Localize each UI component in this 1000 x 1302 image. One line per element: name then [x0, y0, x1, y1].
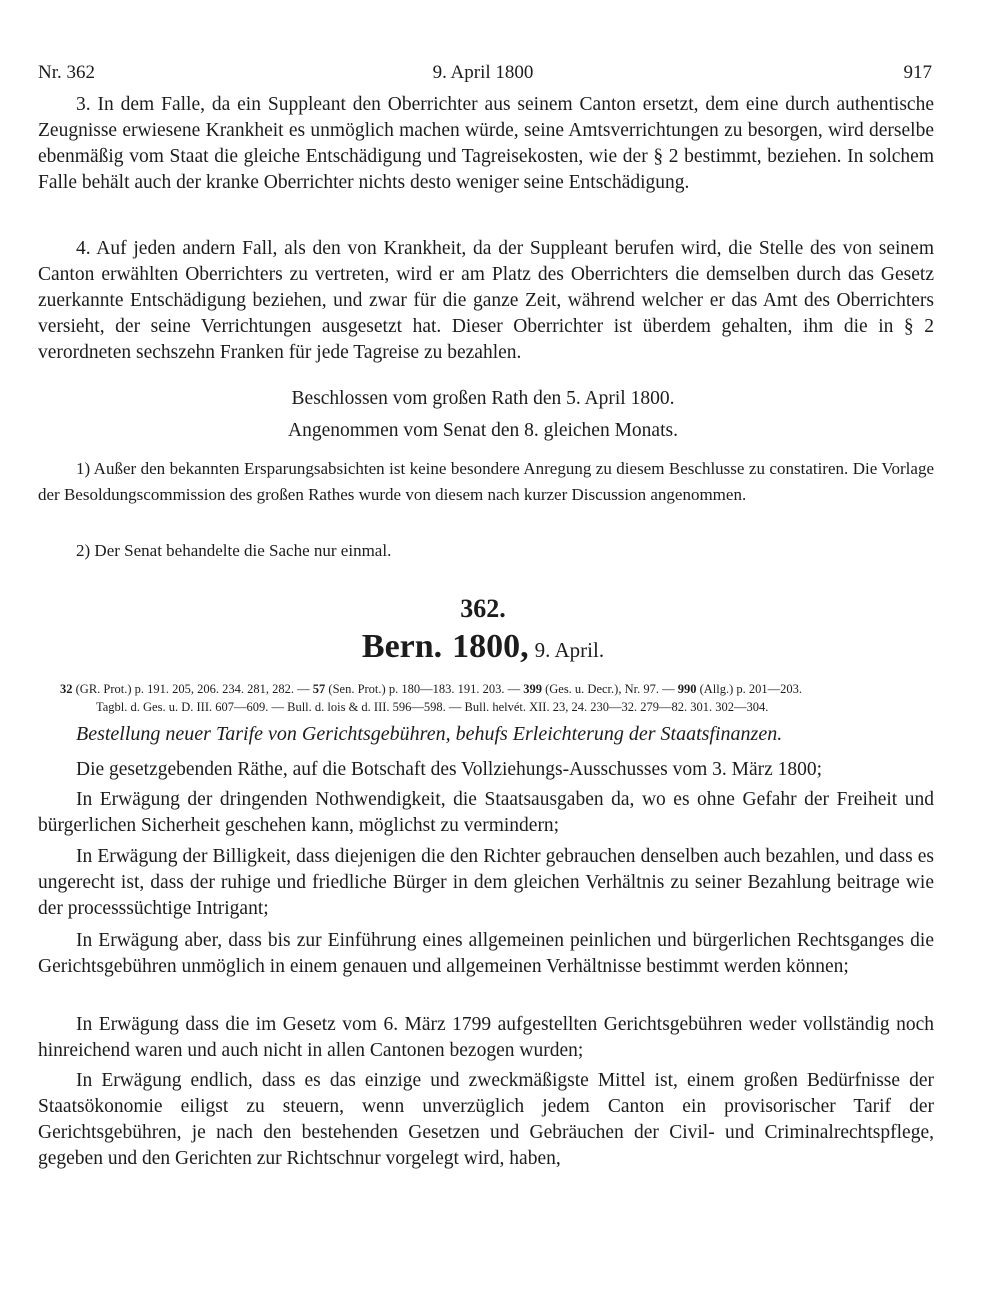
ref-number-1: 32: [60, 682, 73, 696]
paragraph-4: 4. Auf jeden andern Fall, als den von Krankheit, da der Suppleant berufen wird, die Stelle des von seinem Canton erwählten Oberrichters zu vertreten, wird er am Platz des Oberrichters die demselben durch das Gesetz zuerkannte Entschädigung beziehen, und zwar für die ganze Zeit, während welcher er das Amt des Oberrichters versieht, der seine Verrichtungen ausgesetzt hat. Dieser Oberrichter ist überdem gehalten, ihm die in § 2 verordneten sechszehn Franken für jede Tagreise zu bezahlen.: [38, 238, 934, 363]
consideration-1: In Erwägung der dringenden Nothwendigkeit, die Staatsausgaben da, wo es ohne Gefahr der Freiheit und bürgerlichen Sicherheit geschehen kann, möglichst zu vermindern;: [38, 789, 934, 836]
ref-text-2: (Sen. Prot.) p. 180—183. 191. 203. —: [325, 682, 524, 696]
ref-text-3: (Ges. u. Decr.), Nr. 97. —: [541, 682, 678, 696]
document-subject: Bestellung neuer Tarife von Gerichtsgebühren, behufs Erleichterung der Staatsfinanzen.: [76, 723, 783, 745]
document-year: 1800,: [452, 628, 529, 665]
document-day: 9. April.: [534, 638, 605, 662]
footnote-2: 2) Der Senat behandelte die Sache nur einmal.: [76, 541, 392, 560]
document-number: 362.: [460, 594, 506, 623]
place-date-line: [0, 628, 966, 666]
consideration-4: In Erwägung dass die im Gesetz vom 6. März 1799 aufgestellten Gerichtsgebühren weder vollständig noch hinreichend waren und auch nicht in allen Cantonen bezogen wurden;: [38, 1014, 934, 1061]
header-number: Nr. 362: [38, 62, 95, 83]
preamble-paragraph: Die gesetzgebenden Räthe, auf die Botschaft des Vollziehungs-Ausschusses vom 3. März 1800;: [76, 759, 823, 780]
resolved-line: Beschlossen vom großen Rath den 5. April 1800.: [291, 388, 675, 409]
paragraph-3: 3. In dem Falle, da ein Suppleant den Oberrichter aus seinem Canton ersetzt, dem eine durch authentische Zeugnisse erwiesene Krankheit es unmöglich machen würde, seine Amtsverrichtungen zu besorgen, wird derselbe ebenmäßig vom Staat die gleiche Entschädigung und Tagreisekosten, wie der § 2 bestimmt, beziehen. In solchem Falle behält auch der kranke Oberrichter nichts desto weniger seine Entschädigung.: [38, 94, 934, 193]
place-name: Bern.: [361, 628, 443, 665]
header-date: 9. April 1800: [432, 62, 534, 83]
page-number: 917: [903, 62, 932, 83]
ref-text-1: (GR. Prot.) p. 191. 205, 206. 234. 281, 282. —: [72, 682, 313, 696]
consideration-5: In Erwägung endlich, dass es das einzige und zweckmäßigste Mittel ist, einem großen Bedürfnisse der Staatsökonomie eiligst zu steuern, wenn unverzüglich jedem Canton ein provisorischer Tarif der Gerichtsgebühren, je nach den bestehenden Gesetzen und Gebräuchen der Civil- und Criminalrechtspflege, gegeben und den Gerichten zur Richtschnur vorgelegt wird, haben,: [38, 1070, 934, 1169]
accepted-line: Angenommen vom Senat den 8. gleichen Monats.: [288, 420, 678, 441]
consideration-3: In Erwägung aber, dass bis zur Einführung eines allgemeinen peinlichen und bürgerlichen Rechtsganges die Gerichtsgebühren unmöglich in einem genauen und allgemeinen Verhältnisse bestimmt werden können;: [38, 930, 934, 977]
ref-number-3: 399: [523, 682, 542, 696]
ref-number-2: 57: [312, 682, 326, 696]
consideration-2: In Erwägung der Billigkeit, dass diejenigen die den Richter gebrauchen denselben auch bezahlen, und dass es ungerecht ist, dass der ruhige und friedliche Bürger in dem gleichen Verhältnis zu seiner Bezahlung beitrage wie der processsüchtige Intrigant;: [38, 846, 934, 919]
ref-number-4: 990: [677, 682, 697, 696]
footnote-1: 1) Außer den bekannten Ersparungsabsichten ist keine besondere Anregung zu diesem Beschlusse zu constatiren. Die Vorlage der Besoldungscommission des großen Rathes wurde von diesem nach kurzer Discussion angenommen.: [38, 459, 934, 504]
ref-text-4: (Allg.) p. 201—203.: [696, 682, 803, 696]
references-line-2: Tagbl. d. Ges. u. D. III. 607—609. — Bull. d. lois & d. III. 596—598. — Bull. helvét. XII. 23, 24. 230—32. 279—82. 301. 302—304.: [96, 700, 769, 714]
